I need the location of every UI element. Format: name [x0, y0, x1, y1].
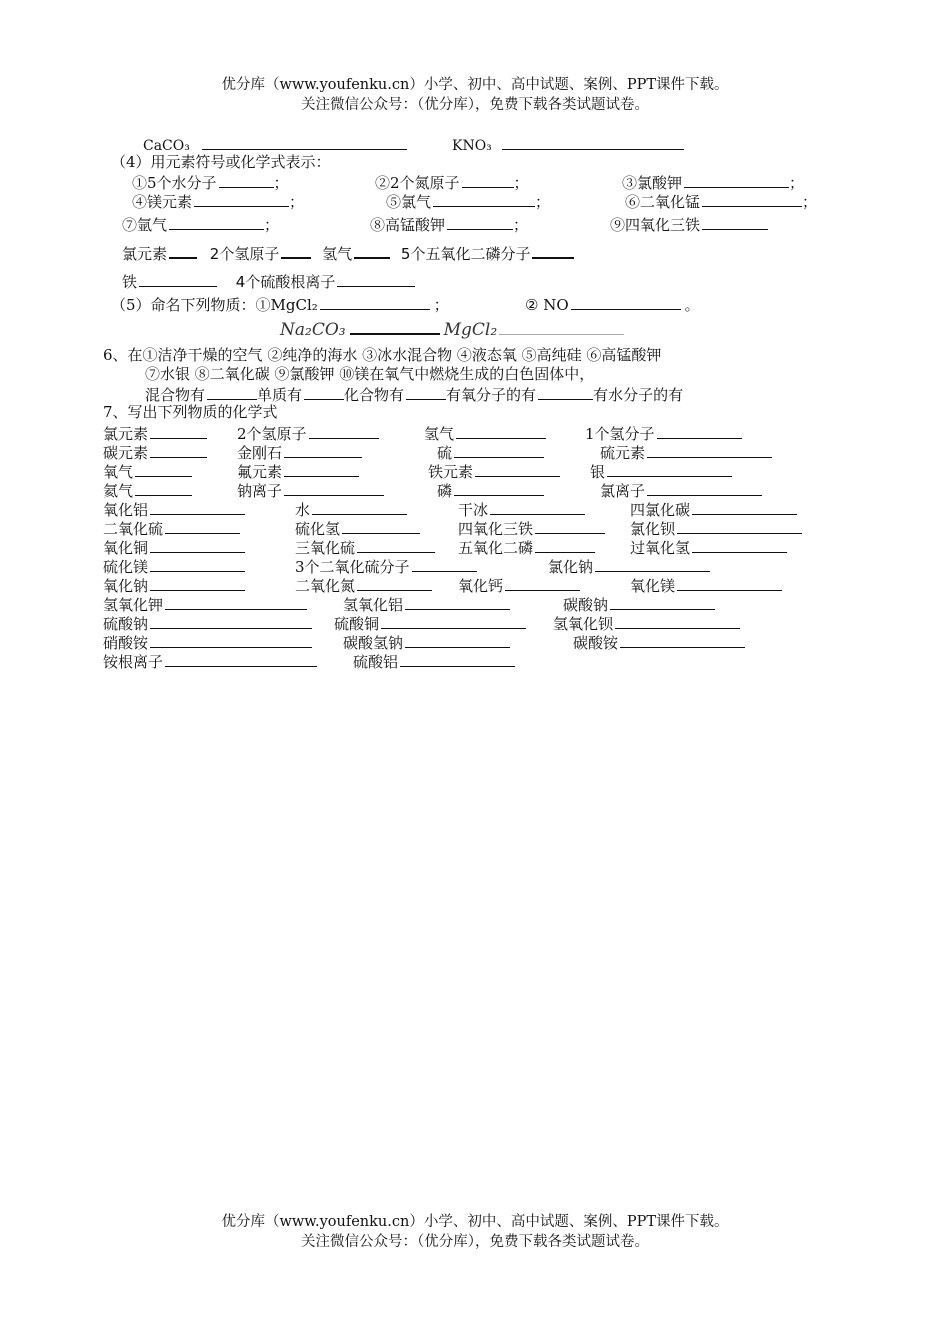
q7-item	[103, 632, 312, 653]
q7-item	[343, 594, 510, 615]
answer-blank[interactable]	[595, 556, 710, 572]
q4-item: ①5个水分子 ；	[132, 174, 289, 192]
q7-item	[458, 537, 595, 558]
q7-item-label: 氯离子	[600, 482, 646, 500]
formula-mgcl2: MgCl₂	[443, 320, 498, 340]
q7-item-label: 氯化钠	[548, 558, 594, 576]
answer-blank[interactable]	[502, 134, 684, 150]
q7-item	[630, 499, 797, 520]
answer-blank[interactable]	[135, 461, 192, 477]
q7-item	[103, 537, 245, 558]
answer-blank[interactable]	[381, 613, 526, 629]
q7-item	[424, 423, 546, 444]
q7-item	[334, 613, 526, 634]
answer-blank[interactable]	[165, 651, 317, 667]
footer-line-1: 优分库（www.youfenku.cn）小学、初中、高中试题、案例、PPT课件下载。	[221, 1214, 729, 1230]
answer-blank[interactable]	[412, 556, 477, 572]
q7-item	[437, 480, 544, 501]
q7-item-label: 硫化镁	[103, 558, 149, 576]
q7-item-label: 铁元素	[428, 463, 474, 481]
q7-item	[295, 499, 407, 520]
answer-blank[interactable]	[677, 518, 802, 534]
q4-row-5: 铁 4个硫酸根离子	[122, 271, 415, 292]
answer-blank[interactable]	[284, 442, 362, 458]
answer-blank[interactable]	[304, 384, 344, 400]
q7-item	[437, 442, 544, 463]
q7-item-label: 银	[590, 463, 606, 481]
answer-blank[interactable]	[357, 537, 435, 553]
q4-title: （4）用元素符号或化学式表示：	[111, 153, 331, 171]
answer-blank[interactable]	[350, 318, 440, 335]
answer-blank[interactable]	[150, 442, 207, 458]
q7-item	[103, 442, 207, 463]
answer-blank[interactable]	[320, 294, 430, 310]
answer-blank[interactable]	[620, 632, 745, 648]
caco3-label: CaCO₃	[143, 138, 190, 154]
kno3-line	[452, 134, 684, 156]
q7-item-label: 2个氢原子	[237, 425, 307, 443]
answer-blank[interactable]	[532, 242, 574, 259]
q7-item	[295, 556, 477, 577]
answer-blank[interactable]	[647, 442, 772, 458]
q7-item	[553, 613, 740, 634]
answer-blank[interactable]	[692, 537, 787, 553]
answer-blank[interactable]	[312, 499, 407, 515]
footer-line-2: 关注微信公众号：（优分库），免费下载各类试题试卷。	[301, 1234, 649, 1250]
q7-item-label: 过氧化氢	[630, 539, 691, 557]
q7-item-label: 硝酸铵	[103, 634, 149, 652]
q7-item	[103, 651, 317, 672]
q7-item	[295, 518, 420, 539]
answer-blank[interactable]	[400, 651, 515, 667]
q7-item-label: 二氧化硫	[103, 520, 164, 538]
q7-item	[428, 461, 560, 482]
q7-item	[103, 556, 245, 577]
answer-blank[interactable]	[342, 518, 420, 534]
q7-item-label: 氢氧化钾	[103, 596, 164, 614]
q7-item	[295, 537, 435, 558]
q7-item-label: 氯化钡	[630, 520, 676, 538]
formula-na2co3: Na₂CO₃	[280, 320, 346, 340]
q7-item-label: 碳酸钠	[563, 596, 609, 614]
q7-item-label: 硫元素	[600, 444, 646, 462]
q7-item	[458, 575, 580, 596]
q6-line-2: ⑦水银 ⑧二氧化碳 ⑨氯酸钾 ⑩镁在氧气中燃烧生成的白色固体中，	[145, 365, 595, 383]
answer-blank[interactable]	[462, 172, 514, 188]
q7-item	[585, 423, 742, 444]
answer-blank[interactable]	[357, 575, 432, 591]
q7-item-label: 氧化钠	[103, 577, 149, 595]
q4-item: ②2个氮原子 ；	[375, 174, 529, 192]
q7-item-label: 碳酸铵	[573, 634, 619, 652]
answer-blank[interactable]	[657, 423, 742, 439]
answer-blank[interactable]	[454, 442, 544, 458]
answer-blank[interactable]	[647, 480, 762, 496]
q7-item-label: 磷	[437, 482, 453, 500]
q7-item-label: 四氧化三铁	[458, 520, 534, 538]
answer-blank[interactable]	[677, 575, 782, 591]
q7-item-label: 1个氢分子	[585, 425, 655, 443]
q7-item-label: 三氧化硫	[295, 539, 356, 557]
header-line-1: 优分库（www.youfenku.cn）小学、初中、高中试题、案例、PPT课件下载。	[221, 77, 729, 93]
answer-blank[interactable]	[610, 594, 715, 610]
answer-blank[interactable]	[702, 191, 802, 207]
answer-blank[interactable]	[284, 461, 359, 477]
q5-line: （5）命名下列物质：①MgCl₂ ；	[111, 296, 449, 314]
header-line-2: 关注微信公众号：（优分库），免费下载各类试题试卷。	[301, 97, 649, 113]
q7-item	[600, 442, 772, 463]
q7-item-label: 氧化钙	[458, 577, 504, 595]
q7-item	[590, 461, 732, 482]
q7-item	[563, 594, 715, 615]
q7-item-label: 二氧化氮	[295, 577, 356, 595]
q7-item	[103, 594, 307, 615]
q4-row-4: 氯元素 2个氢原子 氢气 5个五氧化二磷分子	[122, 242, 574, 264]
q7-item-label: 硫酸铜	[334, 615, 380, 633]
answer-blank[interactable]	[150, 556, 245, 572]
q7-item-label: 氯元素	[103, 425, 149, 443]
q7-item-label: 五氧化二磷	[458, 539, 534, 557]
q4-item: ④镁元素 ；	[132, 193, 305, 211]
answer-blank[interactable]	[150, 537, 245, 553]
q7-item	[237, 480, 384, 501]
q7-item-label: 氢气	[424, 425, 455, 443]
q7-item-label: 3个二氧化硫分子	[295, 558, 410, 576]
q7-item	[103, 499, 245, 520]
answer-blank[interactable]	[684, 172, 789, 188]
answer-blank[interactable]	[150, 423, 207, 439]
q7-item	[630, 575, 782, 596]
q5-no: ② NO 。	[525, 296, 700, 314]
q7-item-label: 氦气	[103, 482, 134, 500]
q7-item	[237, 442, 362, 463]
q7-item-label: 氟元素	[237, 463, 283, 481]
q6-line-1: 6、在①洁净干燥的空气 ②纯净的海水 ③冰水混合物 ④液态氧 ⑤高纯硅 ⑥高锰酸钾	[103, 346, 662, 364]
answer-blank[interactable]	[169, 214, 264, 230]
q7-item	[295, 575, 432, 596]
answer-blank[interactable]	[433, 191, 535, 207]
q4-item: ⑨四氧化三铁	[610, 214, 768, 235]
answer-blank[interactable]	[615, 613, 740, 629]
q7-item	[548, 556, 710, 577]
q7-item	[630, 537, 787, 558]
answer-blank[interactable]	[447, 214, 513, 230]
q7-item-label: 钠离子	[237, 482, 283, 500]
q7-item	[343, 632, 510, 653]
q7-item-label: 氧化镁	[630, 577, 676, 595]
answer-blank[interactable]	[607, 461, 732, 477]
answer-blank[interactable]	[281, 242, 311, 259]
answer-blank[interactable]	[490, 499, 585, 515]
answer-blank[interactable]	[150, 632, 312, 648]
answer-blank[interactable]	[135, 480, 192, 496]
q7-item	[353, 651, 515, 672]
answer-blank[interactable]	[150, 575, 245, 591]
answer-blank[interactable]	[165, 594, 307, 610]
q7-item-label: 碳酸氢钠	[343, 634, 404, 652]
answer-blank[interactable]	[309, 423, 379, 439]
answer-blank[interactable]	[165, 518, 240, 534]
answer-blank[interactable]	[207, 384, 257, 400]
q7-item-label: 碳元素	[103, 444, 149, 462]
answer-blank[interactable]	[219, 172, 274, 188]
answer-blank[interactable]	[702, 214, 768, 230]
answer-blank[interactable]	[505, 575, 580, 591]
q7-item	[458, 518, 605, 539]
q7-item	[458, 499, 585, 520]
q7-item-label: 干冰	[458, 501, 489, 519]
q4-item: ③氯酸钾 ；	[622, 174, 805, 192]
q7-item-label: 氢氧化钡	[553, 615, 614, 633]
answer-blank[interactable]	[405, 632, 510, 648]
q4-item: ⑧高锰酸钾 ；	[370, 216, 529, 234]
q5-formulas	[280, 318, 624, 340]
answer-blank[interactable]	[538, 384, 593, 400]
q7-item-label: 硫酸钠	[103, 615, 149, 633]
q7-item-label: 硫酸铝	[353, 653, 399, 671]
answer-blank[interactable]	[354, 242, 390, 259]
q4-item: ⑦氩气 ；	[122, 216, 280, 234]
q7-item-label: 氧化铝	[103, 501, 149, 519]
q7-item-label: 硫	[437, 444, 453, 462]
answer-blank[interactable]	[284, 480, 384, 496]
q7-item	[103, 575, 245, 596]
q7-item-label: 氧气	[103, 463, 134, 481]
answer-blank[interactable]	[454, 480, 544, 496]
q7-item	[103, 518, 240, 539]
answer-blank[interactable]	[194, 191, 289, 207]
answer-blank[interactable]	[571, 294, 681, 310]
answer-blank[interactable]	[150, 613, 312, 629]
q7-item	[103, 423, 207, 444]
kno3-label: KNO₃	[452, 138, 492, 154]
q7-item-label: 金刚石	[237, 444, 283, 462]
q4-item: ⑥二氧化锰 ；	[625, 193, 818, 211]
q7-item	[630, 518, 802, 539]
answer-blank[interactable]	[337, 271, 415, 287]
q7-item-label: 四氯化碳	[630, 501, 691, 519]
q7-item	[573, 632, 745, 653]
answer-blank[interactable]	[692, 499, 797, 515]
q7-item-label: 氢氧化铝	[343, 596, 404, 614]
q7-item-label: 硫化氢	[295, 520, 341, 538]
q7-item-label: 铵根离子	[103, 653, 164, 671]
q7-title: 7、写出下列物质的化学式	[103, 403, 278, 421]
q6-line-3: 混合物有 单质有 化合物有 有氧分子的有 有水分子的有	[145, 386, 684, 404]
answer-blank[interactable]	[406, 384, 446, 400]
answer-blank[interactable]	[150, 499, 245, 515]
answer-blank[interactable]	[169, 242, 197, 259]
q7-item	[600, 480, 762, 501]
answer-blank[interactable]	[202, 134, 407, 150]
answer-blank[interactable]	[535, 537, 595, 553]
answer-blank[interactable]	[499, 319, 624, 335]
answer-blank[interactable]	[139, 271, 217, 287]
q7-item	[103, 480, 192, 501]
answer-blank[interactable]	[475, 461, 560, 477]
q7-item-label: 氧化铜	[103, 539, 149, 557]
q7-item	[237, 461, 359, 482]
answer-blank[interactable]	[535, 518, 605, 534]
q7-item	[237, 423, 379, 444]
answer-blank[interactable]	[405, 594, 510, 610]
q7-item-label: 水	[295, 501, 311, 519]
q7-item	[103, 461, 192, 482]
answer-blank[interactable]	[456, 423, 546, 439]
q7-item	[103, 613, 312, 634]
q4-item: ⑤氯气 ；	[386, 193, 551, 211]
